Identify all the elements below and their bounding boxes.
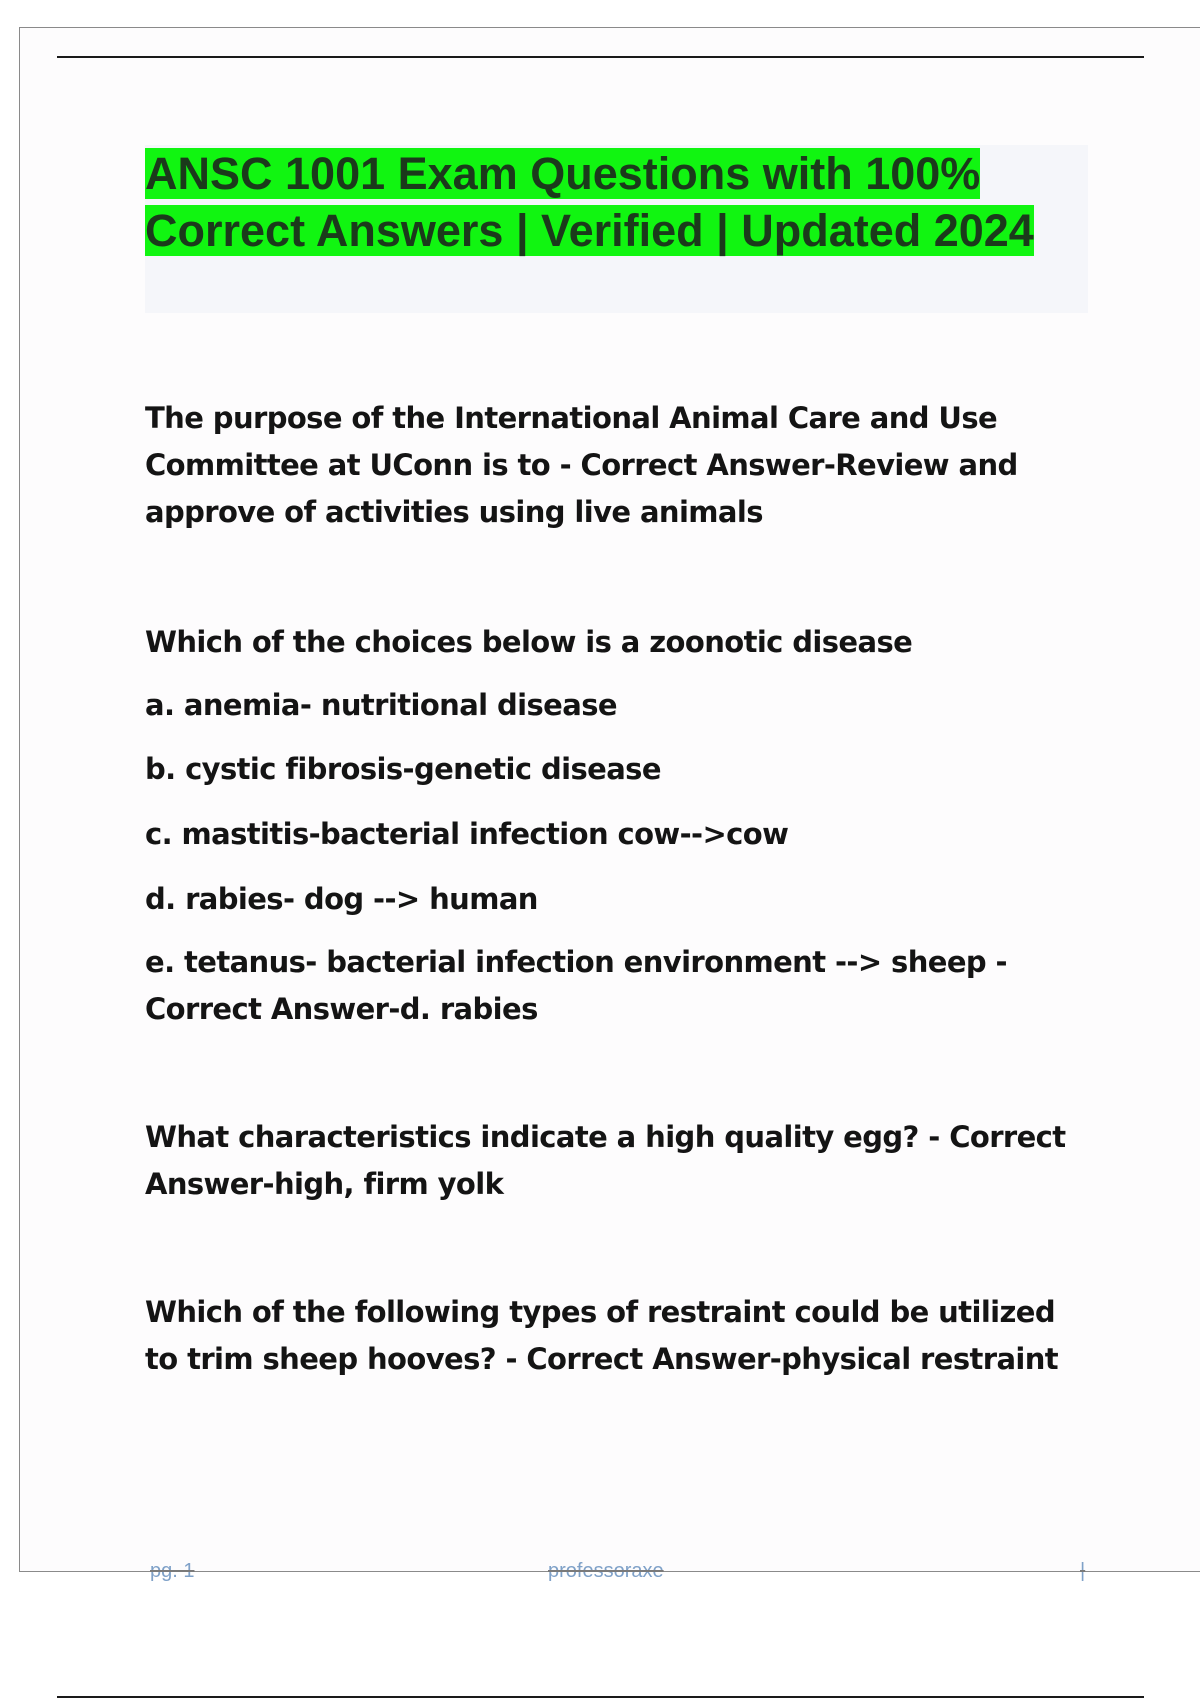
question-2-option-b: b. cystic fibrosis-genetic disease	[145, 752, 661, 786]
footer-author: professoraxe	[548, 1560, 664, 1582]
top-rule	[57, 56, 1144, 58]
footer-separator: |	[1080, 1560, 1086, 1582]
question-3: What characteristics indicate a high quality egg? - Correct Answer-high, firm yolk	[145, 1120, 1066, 1201]
question-2-option-a: a. anemia- nutritional disease	[145, 688, 617, 722]
question-1: The purpose of the International Animal Care and Use Committee at UConn is to - Correct Answer-Review and approve of activities using live animals	[145, 401, 1018, 529]
question-2-option-c: c. mastitis-bacterial infection cow-->cow	[145, 817, 789, 851]
document-title	[145, 145, 1088, 259]
title-block	[145, 145, 1088, 313]
question-2-prompt: Which of the choices below is a zoonotic disease	[145, 625, 913, 659]
footer-page-number: pg. 1	[150, 1560, 195, 1582]
document-title-text: ANSC 1001 Exam Questions with 100% Correct Answers | Verified | Updated 2024	[145, 148, 1034, 256]
question-4: Which of the following types of restraint could be utilized to trim sheep hooves? - Correct Answer-physical restraint	[145, 1295, 1059, 1376]
question-2-option-d: d. rabies- dog --> human	[145, 882, 538, 916]
question-2-option-e: e. tetanus- bacterial infection environment --> sheep - Correct Answer-d. rabies	[145, 945, 1007, 1026]
bottom-rule	[57, 1696, 1144, 1698]
